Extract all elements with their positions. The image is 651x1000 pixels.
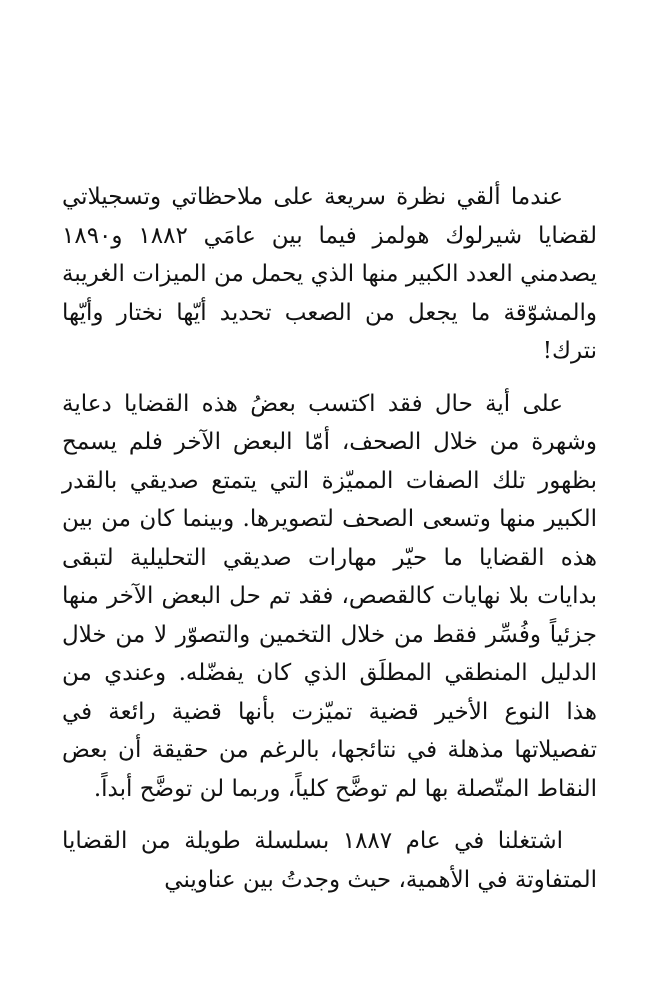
paragraph-2: على أية حال فقد اكتسب بعضُ هذه القضايا دعاية وشهرة من خلال الصحف، أمّا البعض الآخر فلم يسمح بظهور تلك الصفات المميّزة التي يتمتع صديقي بالقدر الكبير منها وتسعى الصحف لتصويرها. وبينما كان من بين هذه القضايا ما حيّر مهارات صديقي التحليلية لتبقى بدايات بلا نهايات كالقصص، فقد تم حل البعض الآخر منها جزئياً وفُسِّر فقط من خلال التخمين والتصوّر لا من خلال الدليل المنطقي المطلَق الذي كان يفضّله. وعندي من هذا النوع الأخير قضية تميّزت بأنها قضية رائعة في تفصيلاتها مذهلة في نتائجها، بالرغم من حقيقة أن بعض النقاط المتّصلة بها لم توضَّح كلياً، وربما لن توضَّح أبداً. [62,390,597,802]
book-page [62,178,597,899]
paragraph-3: اشتغلنا في عام ١٨٨٧ بسلسلة طويلة من القضايا المتفاوتة في الأهمية، حيث وجدتُ بين عناويني [62,828,597,893]
paragraph-1: عندما ألقي نظرة سريعة على ملاحظاتي وتسجيلاتي لقضايا شيرلوك هولمز فيما بين عامَي ١٨٨٢ و١٨٩٠ يصدمني العدد الكبير منها الذي يحمل من الميزات الغريبة والمشوّقة ما يجعل من الصعب تحديد أيّها نختار وأيّها نترك! [62,184,598,364]
